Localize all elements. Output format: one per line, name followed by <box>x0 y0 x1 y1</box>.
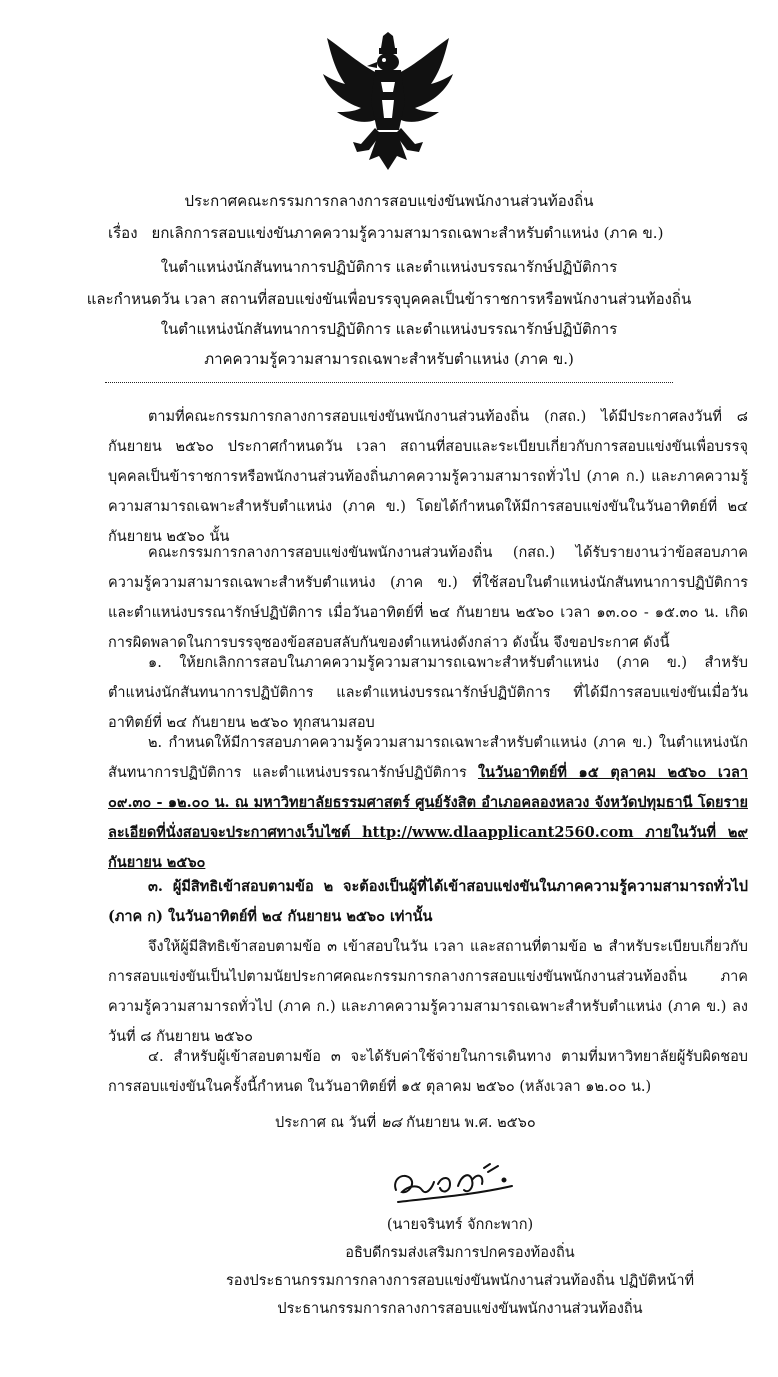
header-line-5: ในตำแหน่งนักสันทนาการปฏิบัติการ และตำแหน่งบรรณารักษ์ปฏิบัติการ <box>160 320 618 338</box>
item-3 <box>108 872 748 932</box>
date-suffix: กันยายน พ.ศ. ๒๕๖๐ <box>406 1115 536 1131</box>
item-4 <box>108 1042 748 1102</box>
paragraph-3 <box>108 932 748 1052</box>
signer-title-1: อธิบดีกรมส่งเสริมการปกครองท้องถิ่น <box>345 1245 575 1261</box>
garuda-emblem-icon <box>317 32 459 174</box>
item-1 <box>108 648 748 738</box>
item-2-emphasis: ในวันอาทิตย์ที่ ๑๕ ตุลาคม ๒๕๖๐ เวลา ๐๙.๓๐ - ๑๒.๐๐ น. ณ มหาวิทยาลัยธรรมศาสตร์ ศูนย์รังสิต อำเภอคลองหลวง จังหวัดปทุมธานี โดยรายละเอียดที่นั่งสอบจะประกาศทางเว็บไซต์ http://www.dlaapplicant2560.com ภายในวันที่ ๒๙ กันยายน ๒๕๖๐ <box>108 764 748 871</box>
paragraph-1-text: ตามที่คณะกรรมการกลางการสอบแข่งขันพนักงานส่วนท้องถิ่น (กสถ.) ได้มีประกาศลงวันที่ ๘ กันยายน ๒๕๖๐ ประกาศกำหนดวัน เวลา สถานที่สอบและระเบียบเกี่ยวกับการสอบแข่งขันเพื่อบรรจุบุคคลเป็นข้าราชการหรือพนักงานส่วนท้องถิ่นภาคความรู้ความสามารถทั่วไป (ภาค ก.) และภาคความรู้ความสามารถเฉพาะสำหรับตำแหน่ง (ภาค ข.) โดยได้กำหนดให้มีการสอบแข่งขันในวันอาทิตย์ที่ ๒๔ กันยายน ๒๕๖๐ นั้น <box>108 409 748 545</box>
item-2-text: ๒. กำหนดให้มีการสอบภาคความรู้ความสามารถเฉพาะสำหรับตำแหน่ง (ภาค ข.) ในตำแหน่งนักสันทนาการปฏิบัติการ และตำแหน่งบรรณารักษ์ปฏิบัติการ <box>108 735 748 781</box>
header-line-4: และกำหนดวัน เวลา สถานที่สอบแข่งขันเพื่อบรรจุบุคคลเป็นข้าราชการหรือพนักงานส่วนท้องถิ่น <box>86 290 692 308</box>
signer-title-3: ประธานกรรมการกลางการสอบแข่งขันพนักงานส่วนท้องถิ่น <box>277 1301 643 1317</box>
subject-text: ยกเลิกการสอบแข่งขันภาคความรู้ความสามารถเฉพาะสำหรับตำแหน่ง (ภาค ข.) <box>151 224 664 242</box>
paragraph-3-text: จึงให้ผู้มีสิทธิเข้าสอบตามข้อ ๓ เข้าสอบในวัน เวลา และสถานที่ตามข้อ ๒ สำหรับระเบียบเกี่ยวกับการสอบแข่งขันเป็นไปตามนัยประกาศคณะกรรมการกลางการสอบแข่งขันพนักงานส่วนท้องถิ่น ภาคความรู้ความสามารถทั่วไป (ภาค ก.) และภาคความรู้ความสามารถเฉพาะสำหรับตำแหน่ง (ภาค ข.) ลงวันที่ ๘ กันยายน ๒๕๖๐ <box>108 939 748 1045</box>
paragraph-1 <box>108 402 748 552</box>
paragraph-2-text: คณะกรรมการกลางการสอบแข่งขันพนักงานส่วนท้องถิ่น (กสถ.) ได้รับรายงานว่าข้อสอบภาคความรู้ความสามารถเฉพาะสำหรับตำแหน่ง (ภาค ข.) ที่ใช้สอบในตำแหน่งนักสันทนาการปฏิบัติการ และตำแหน่งบรรณารักษ์ปฏิบัติการ เมื่อวันอาทิตย์ที่ ๒๔ กันยายน ๒๕๖๐ เวลา ๑๓.๐๐ - ๑๕.๓๐ น. เกิดการผิดพลาดในการบรรจุซองข้อสอบสลับกันของตำแหน่งดังกล่าว ดังนั้น จึงขอประกาศ ดังนี้ <box>108 545 748 651</box>
subject-label: เรื่อง <box>108 224 138 242</box>
dotted-separator <box>105 382 673 383</box>
item-1-text: ๑. ให้ยกเลิกการสอบในภาคความรู้ความสามารถเฉพาะสำหรับตำแหน่ง (ภาค ข.) สำหรับตำแหน่งนักสันทนาการปฏิบัติการ และตำแหน่งบรรณารักษ์ปฏิบัติการ ที่ได้มีการสอบแข่งขันเมื่อวันอาทิตย์ที่ ๒๔ กันยายน ๒๕๖๐ ทุกสนามสอบ <box>108 655 748 731</box>
date-day: ๒๘ <box>380 1115 402 1131</box>
item-3-text: ๓. ผู้มีสิทธิเข้าสอบตามข้อ ๒ จะต้องเป็นผู้ที่ได้เข้าสอบแข่งขันในภาคความรู้ความสามารถทั่วไป (ภาค ก) ในวันอาทิตย์ที่ ๒๔ กันยายน ๒๕๖๐ เท่านั้น <box>108 878 748 925</box>
header-title: ประกาศคณะกรรมการกลางการสอบแข่งขันพนักงานส่วนท้องถิ่น <box>184 192 594 210</box>
item-2 <box>108 728 748 878</box>
item-4-text: ๔. สำหรับผู้เข้าสอบตามข้อ ๓ จะได้รับค่าใช้จ่ายในการเดินทาง ตามที่มหาวิทยาลัยผู้รับผิดชอบการสอบแข่งขันในครั้งนี้กำหนด ในวันอาทิตย์ที่ ๑๕ ตุลาคม ๒๕๖๐ (หลังเวลา ๑๒.๐๐ น.) <box>108 1049 748 1095</box>
header-line-3: ในตำแหน่งนักสันทนาการปฏิบัติการ และตำแหน่งบรรณารักษ์ปฏิบัติการ <box>160 258 618 276</box>
header-line-6: ภาคความรู้ความสามารถเฉพาะสำหรับตำแหน่ง (ภาค ข.) <box>204 350 574 368</box>
handwritten-signature <box>388 1150 518 1210</box>
announcement-date <box>275 1110 536 1136</box>
signer-name: (นายจรินทร์ จักกะพาก) <box>386 1217 534 1233</box>
date-prefix: ประกาศ ณ วันที่ <box>275 1115 377 1131</box>
paragraph-2 <box>108 538 748 658</box>
header-subject-row <box>108 222 748 244</box>
signer-title-2: รองประธานกรรมการกลางการสอบแข่งขันพนักงานส่วนท้องถิ่น ปฏิบัติหน้าที่ <box>225 1273 695 1289</box>
